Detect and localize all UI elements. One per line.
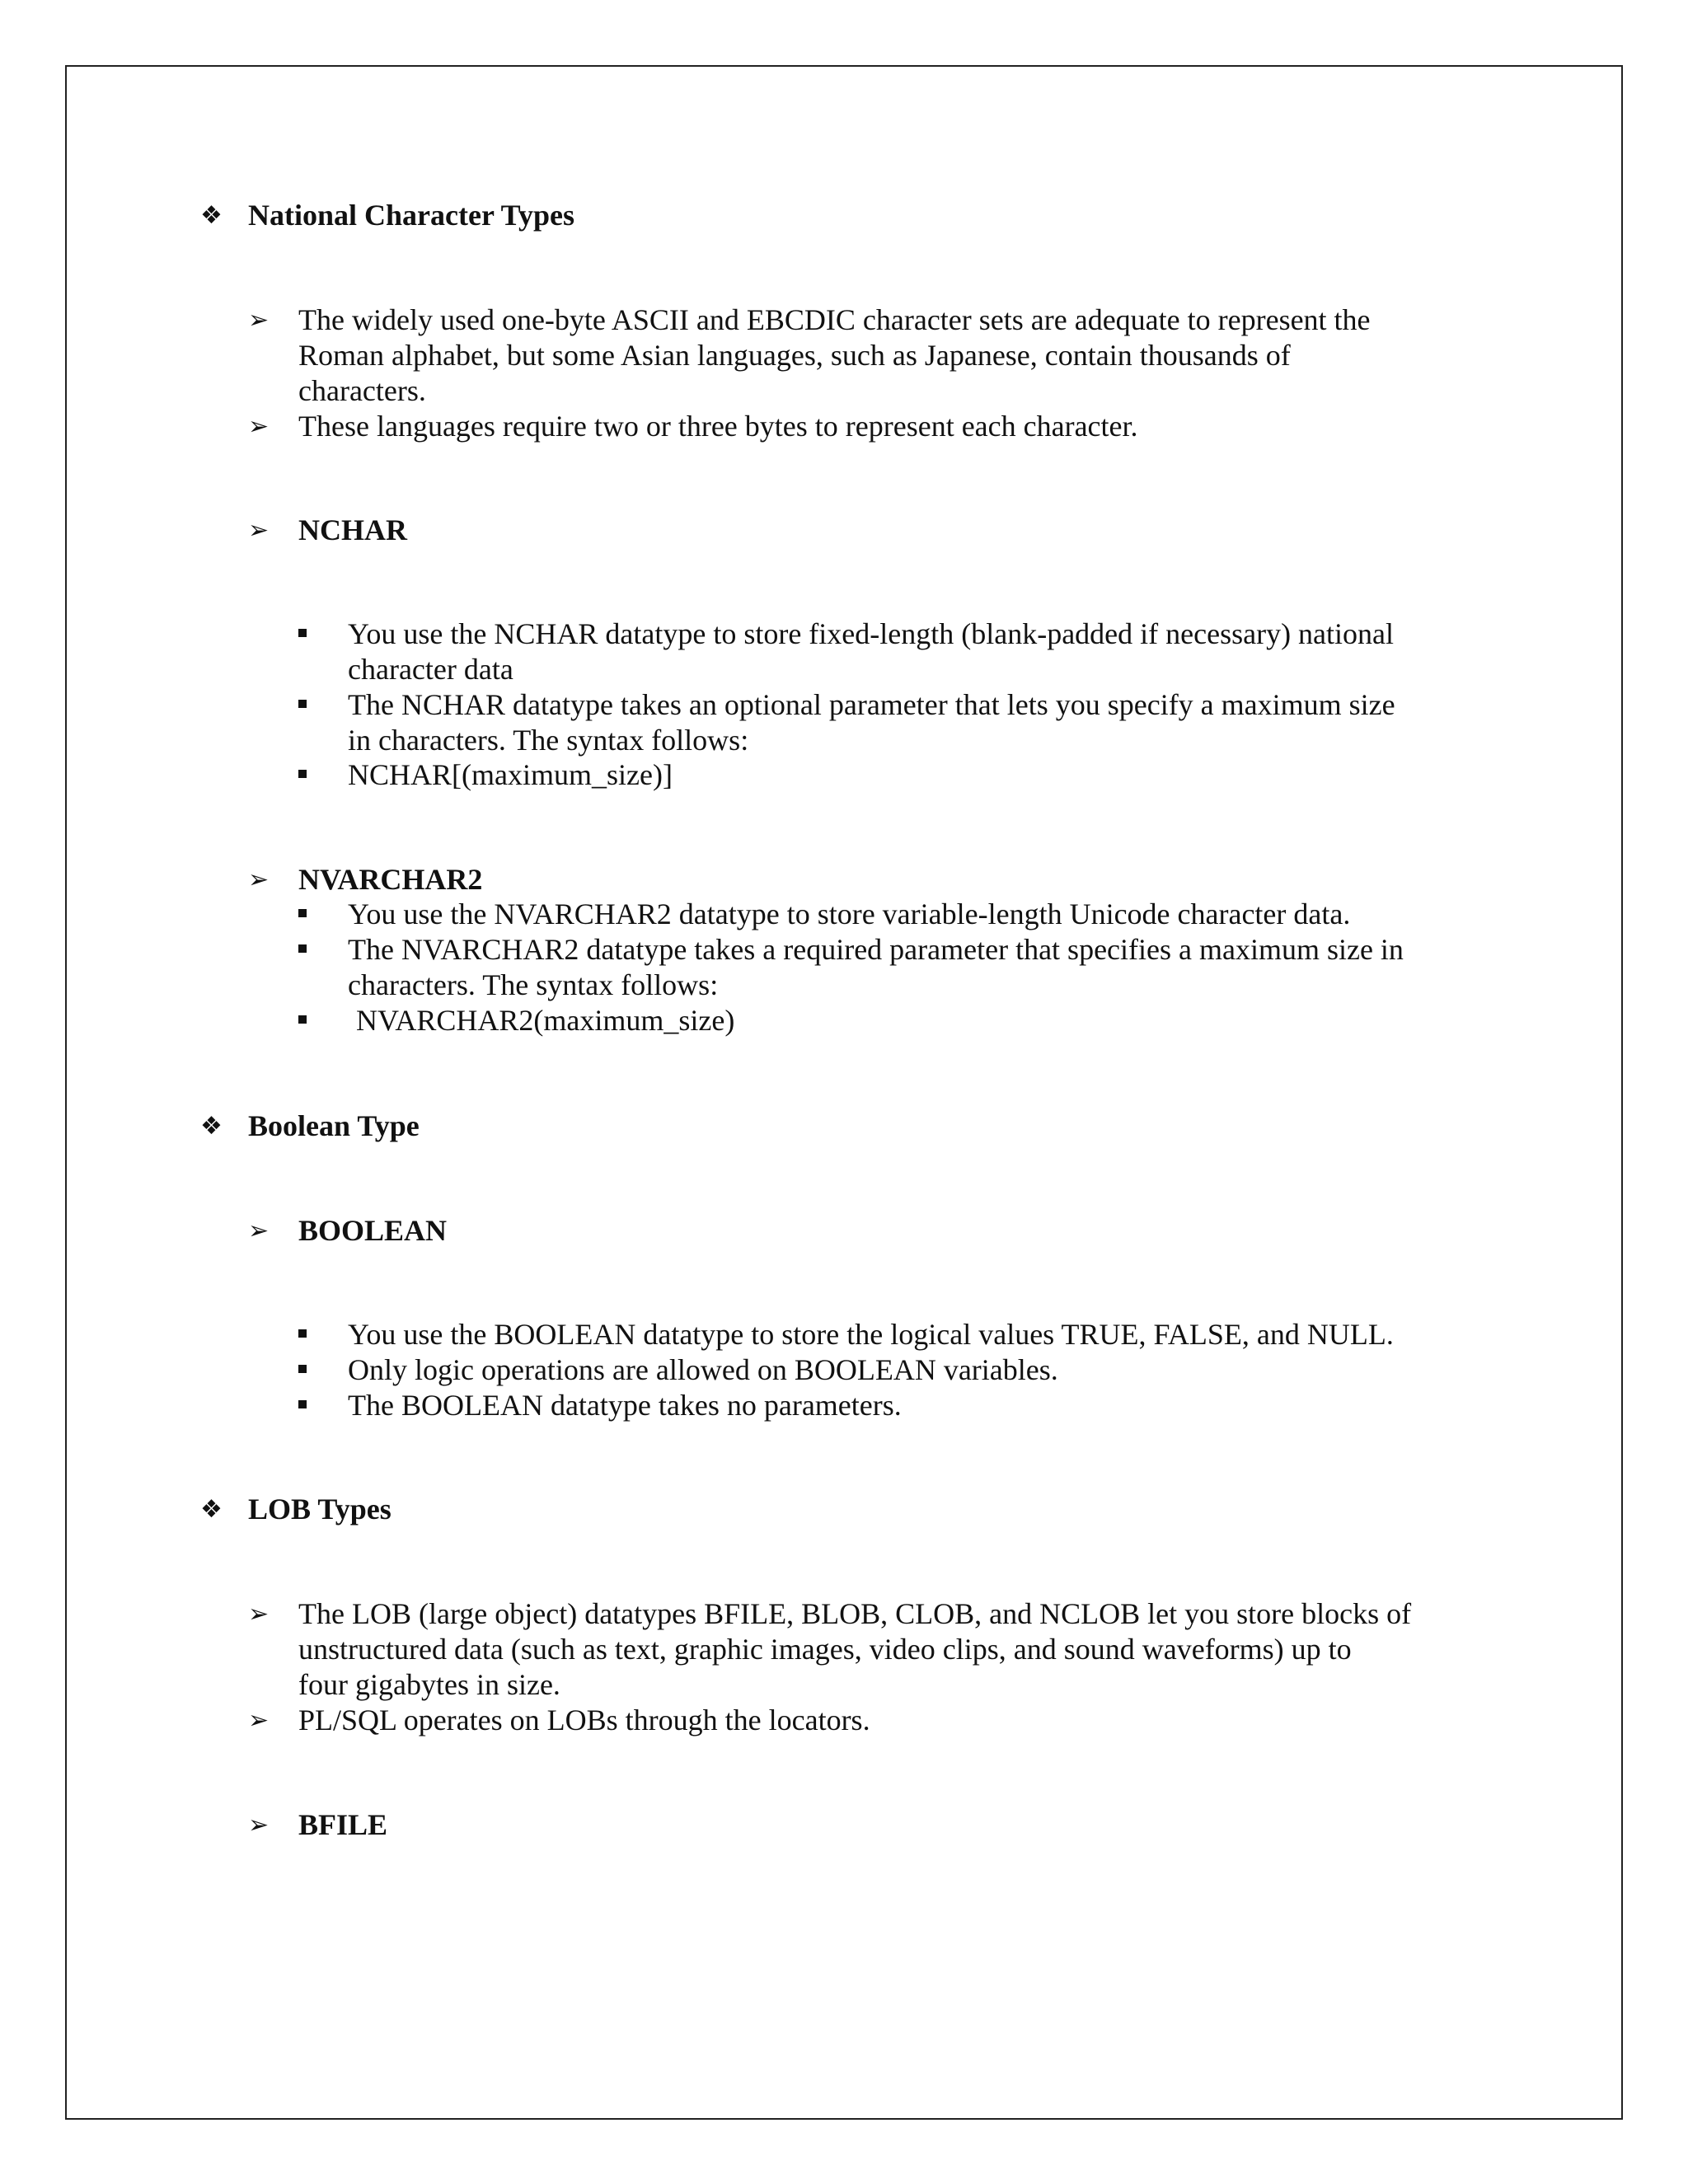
square-bullet-icon xyxy=(298,770,307,778)
paragraph-line: four gigabytes in size. xyxy=(298,1668,560,1701)
arrow-bullet-icon: ➢ xyxy=(248,1600,270,1629)
bullet-line: The NVARCHAR2 datatype takes a required parameter that specifies a maximum size in xyxy=(348,933,1404,966)
bullet-line: NVARCHAR2(maximum_size) xyxy=(356,1004,735,1037)
section-heading: National Character Types xyxy=(248,199,574,232)
square-bullet-icon xyxy=(298,629,307,637)
arrow-bullet-icon: ➢ xyxy=(248,1811,270,1840)
paragraph-line: Roman alphabet, but some Asian languages, such as Japanese, contain thousands of xyxy=(298,339,1291,372)
square-bullet-icon xyxy=(298,1015,307,1024)
diamond-bullet-icon: ❖ xyxy=(200,1495,223,1524)
section-heading: LOB Types xyxy=(248,1493,392,1526)
bullet-line: characters. The syntax follows: xyxy=(348,968,719,1001)
square-bullet-icon xyxy=(298,700,307,708)
bullet-line: in characters. The syntax follows: xyxy=(348,724,749,757)
bullet-line: Only logic operations are allowed on BOOLEAN variables. xyxy=(348,1353,1058,1386)
square-bullet-icon xyxy=(298,1365,307,1373)
square-bullet-icon xyxy=(298,944,307,953)
bullet-line: You use the NVARCHAR2 datatype to store variable-length Unicode character data. xyxy=(348,898,1351,930)
bullet-line: The NCHAR datatype takes an optional parameter that lets you specify a maximum size xyxy=(348,688,1395,721)
arrow-bullet-icon: ➢ xyxy=(248,865,270,894)
paragraph-line: PL/SQL operates on LOBs through the locators. xyxy=(298,1704,870,1736)
bullet-line: You use the NCHAR datatype to store fixed-length (blank-padded if necessary) national xyxy=(348,617,1395,650)
square-bullet-icon xyxy=(298,1329,307,1338)
arrow-bullet-icon: ➢ xyxy=(248,1216,270,1245)
bullet-line: NCHAR[(maximum_size)] xyxy=(348,758,673,791)
paragraph-line: The LOB (large object) datatypes BFILE, BLOB, CLOB, and NCLOB let you store blocks of xyxy=(298,1597,1412,1630)
paragraph-line: The widely used one-byte ASCII and EBCDIC character sets are adequate to represent the xyxy=(298,303,1371,336)
arrow-bullet-icon: ➢ xyxy=(248,306,270,335)
paragraph-line: These languages require two or three bytes to represent each character. xyxy=(298,410,1138,443)
subsection-heading: BFILE xyxy=(298,1808,388,1841)
arrow-bullet-icon: ➢ xyxy=(248,1706,270,1735)
square-bullet-icon xyxy=(298,1400,307,1408)
bullet-line: character data xyxy=(348,653,513,686)
bullet-line: The BOOLEAN datatype takes no parameters. xyxy=(348,1389,902,1422)
section-heading: Boolean Type xyxy=(248,1109,420,1142)
paragraph-line: characters. xyxy=(298,374,426,407)
diamond-bullet-icon: ❖ xyxy=(200,1112,223,1141)
bullet-line: You use the BOOLEAN datatype to store the logical values TRUE, FALSE, and NULL. xyxy=(348,1318,1394,1351)
subsection-heading: NCHAR xyxy=(298,513,407,546)
subsection-heading: NVARCHAR2 xyxy=(298,863,483,896)
subsection-heading: BOOLEAN xyxy=(298,1214,448,1247)
arrow-bullet-icon: ➢ xyxy=(248,412,270,441)
diamond-bullet-icon: ❖ xyxy=(200,201,223,230)
paragraph-line: unstructured data (such as text, graphic images, video clips, and sound waveforms) up to xyxy=(298,1633,1352,1666)
arrow-bullet-icon: ➢ xyxy=(248,516,270,545)
square-bullet-icon xyxy=(298,909,307,917)
